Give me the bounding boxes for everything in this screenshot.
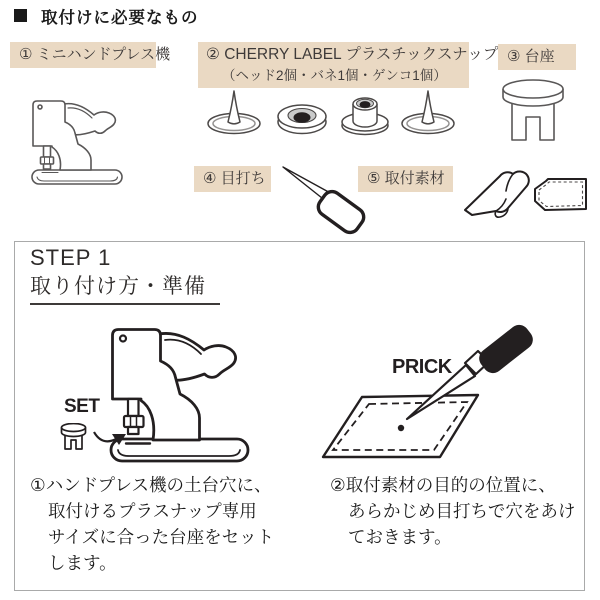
fabric-roll-illustration	[456, 166, 532, 222]
snap-head-icon	[399, 89, 457, 135]
item-label-material: ⑤ 取付素材	[358, 166, 453, 192]
snap-socket-icon	[276, 100, 328, 136]
item-label-plastic-snap-main: ② CHERRY LABEL プラスチックスナップ	[206, 46, 499, 63]
set-arrow-icon	[92, 428, 130, 450]
item-label-plastic-snap	[198, 42, 499, 88]
instruction-line: ①ハンドプレス機の土台穴に、	[30, 475, 272, 495]
item-label-awl: ④ 目打ち	[194, 166, 271, 192]
pedestal-illustration	[500, 78, 566, 142]
snap-head-icon	[205, 89, 263, 135]
instruction-line: ておきます。	[348, 527, 452, 547]
instruction-line: あらかじめ目打ちで穴をあけ	[348, 501, 576, 521]
snap-stud-icon	[340, 94, 390, 136]
instruction-line: 取付けるプラスナップ専用	[48, 501, 257, 521]
step-subtitle: 取り付け方・準備	[30, 270, 220, 305]
prick-caption: PRICK	[392, 356, 452, 378]
instruction-line: サイズに合った台座をセット	[48, 527, 275, 547]
instruction-right	[330, 472, 580, 550]
instruction-line: します。	[48, 553, 117, 573]
page-title: 取付けに必要なもの	[41, 9, 199, 27]
item-label-plastic-snap-sub: （ヘッド2個・バネ1個・ゲンコ1個）	[222, 68, 447, 83]
instruction-line: ②取付素材の目的の位置に、	[330, 475, 556, 495]
item-label-hand-press: ① ミニハンドプレス機	[10, 42, 156, 68]
item-label-pedestal: ③ 台座	[498, 44, 576, 70]
set-pedestal-illustration	[60, 423, 87, 451]
instruction-left	[30, 472, 315, 576]
step-title: STEP 1	[30, 245, 112, 270]
awl-illustration	[278, 160, 370, 236]
mini-hand-press-illustration	[28, 98, 128, 190]
leather-piece-illustration	[530, 176, 590, 214]
set-caption: SET	[64, 396, 100, 417]
prick-awl-illustration	[315, 320, 550, 465]
header-bullet-square	[14, 9, 27, 22]
